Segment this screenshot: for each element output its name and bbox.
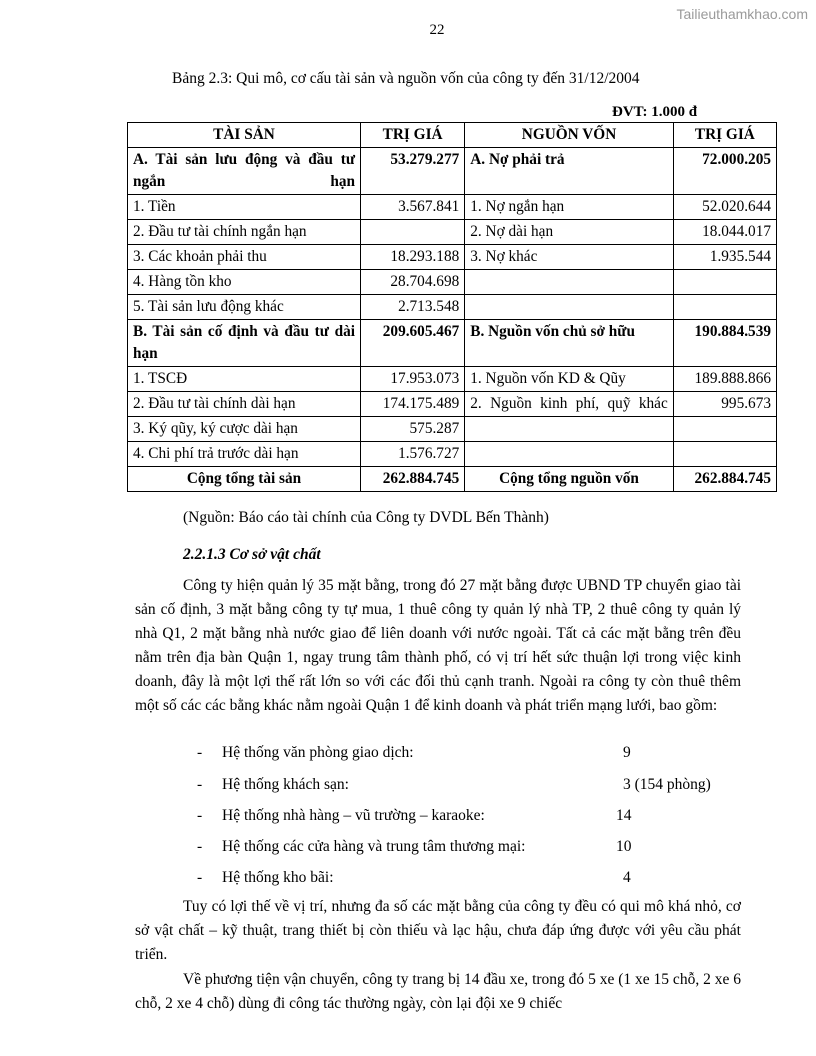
source-value-cell bbox=[673, 270, 776, 295]
source-value-cell bbox=[673, 295, 776, 320]
asset-value-cell: 28.704.698 bbox=[361, 270, 465, 295]
source-value-cell: 18.044.017 bbox=[673, 220, 776, 245]
source-cell bbox=[465, 295, 674, 320]
asset-value-cell: 1.576.727 bbox=[361, 442, 465, 467]
list-item-label: Hệ thống văn phòng giao dịch: bbox=[222, 744, 414, 761]
list-item-value: 9 bbox=[623, 744, 631, 761]
asset-value-cell: 53.279.277 bbox=[361, 148, 465, 195]
asset-value-cell bbox=[361, 220, 465, 245]
source-cell: 2. Nợ dài hạn bbox=[465, 220, 674, 245]
source-value-cell bbox=[673, 442, 776, 467]
asset-cell: 4. Hàng tồn kho bbox=[128, 270, 361, 295]
asset-cell: 2. Đầu tư tài chính dài hạn bbox=[128, 392, 361, 417]
header-source-value: TRỊ GIÁ bbox=[673, 123, 776, 148]
page-number: 22 bbox=[429, 22, 445, 38]
list-dash: - bbox=[197, 807, 203, 824]
table-row bbox=[128, 220, 777, 245]
list-item-value: 4 bbox=[623, 869, 631, 886]
list-item-value: 10 bbox=[616, 838, 632, 855]
table-row bbox=[128, 442, 777, 467]
list-dash: - bbox=[197, 744, 203, 761]
asset-cell: 3. Ký qũy, ký cược dài hạn bbox=[128, 417, 361, 442]
list-dash: - bbox=[197, 776, 203, 793]
table-row bbox=[128, 367, 777, 392]
header-sources: NGUỒN VỐN bbox=[465, 123, 674, 148]
list-item-label: Hệ thống nhà hàng – vũ trường – karaoke: bbox=[222, 807, 485, 824]
table-header-row bbox=[128, 123, 777, 148]
list-item bbox=[197, 835, 757, 859]
source-cell: 3. Nợ khác bbox=[465, 245, 674, 270]
source-value-cell: 995.673 bbox=[673, 392, 776, 417]
source-cell: 2. Nguồn kinh phí, quỹ khác bbox=[465, 392, 674, 417]
total-assets-value: 262.884.745 bbox=[361, 467, 465, 492]
source-value-cell bbox=[673, 417, 776, 442]
balance-table bbox=[127, 122, 777, 492]
source-cell bbox=[465, 270, 674, 295]
asset-cell: 3. Các khoản phải thu bbox=[128, 245, 361, 270]
list-item bbox=[197, 741, 757, 765]
table-row bbox=[128, 195, 777, 220]
source-cell: 1. Nợ ngắn hạn bbox=[465, 195, 674, 220]
unit-label: ĐVT: 1.000 đ bbox=[612, 104, 698, 120]
asset-value-cell: 2.713.548 bbox=[361, 295, 465, 320]
table-row bbox=[128, 148, 777, 195]
source-value-cell: 189.888.866 bbox=[673, 367, 776, 392]
paragraph: Tuy có lợi thế về vị trí, nhưng đa số các mặt bằng của công ty đều có qui mô khá nhỏ, cơ sở vật chất – kỹ thuật, trang thiết bị còn thiếu và lạc hậu, chưa đáp ứng được với yêu cầu phát triển. bbox=[135, 898, 741, 963]
source-value-cell: 1.935.544 bbox=[673, 245, 776, 270]
table-row bbox=[128, 245, 777, 270]
paragraph: Công ty hiện quản lý 35 mặt bằng, trong đó 27 mặt bằng được UBND TP chuyển giao tài sản cố định, 3 mặt bằng công ty tự mua, 1 thuê công ty quản lý nhà TP, 2 thuê công ty quản lý nhà Q1, 2 mặt bằng nhà nước giao để liên doanh với nước ngoài. Tất cả các mặt bằng trên đều nằm trên địa bàn Quận 1, ngay trung tâm thành phố, có vị trí hết sức thuận lợi trong việc kinh doanh, đây là một lợi thế rất lớn so với các đối thủ cạnh tranh. Ngoài ra công ty còn thuê thêm một số các các bằng khác nằm ngoài Quận 1 để kinh doanh và phát triển mạng lưới, bao gồm: bbox=[135, 577, 741, 714]
table-caption: Bảng 2.3: Qui mô, cơ cấu tài sản và nguồn vốn của công ty đến 31/12/2004 bbox=[172, 70, 640, 87]
asset-cell: 2. Đầu tư tài chính ngắn hạn bbox=[128, 220, 361, 245]
asset-cell: A. Tài sản lưu động và đầu tư ngắn hạn bbox=[128, 148, 361, 195]
source-cell: 1. Nguồn vốn KD & Qũy bbox=[465, 367, 674, 392]
asset-value-cell: 18.293.188 bbox=[361, 245, 465, 270]
total-assets-label: Cộng tổng tài sản bbox=[128, 467, 361, 492]
asset-value-cell: 17.953.073 bbox=[361, 367, 465, 392]
list-dash: - bbox=[197, 838, 203, 855]
paragraph: Về phương tiện vận chuyển, công ty trang bị 14 đầu xe, trong đó 5 xe (1 xe 15 chỗ, 2 xe 6 chỗ, 2 xe 4 chỗ) dùng đi công tác thường ngày, còn lại đội xe 9 chiếc bbox=[135, 971, 741, 1012]
list-item-label: Hệ thống khách sạn: bbox=[222, 776, 349, 793]
list-item bbox=[197, 866, 757, 890]
asset-cell: B. Tài sản cố định và đầu tư dài hạn bbox=[128, 320, 361, 367]
total-sources-label: Cộng tổng nguồn vốn bbox=[465, 467, 674, 492]
source-value-cell: 52.020.644 bbox=[673, 195, 776, 220]
source-value-cell: 190.884.539 bbox=[673, 320, 776, 367]
source-cell bbox=[465, 417, 674, 442]
source-cell: B. Nguồn vốn chủ sở hữu bbox=[465, 320, 674, 367]
asset-value-cell: 3.567.841 bbox=[361, 195, 465, 220]
list-item-value: 3 (154 phòng) bbox=[623, 776, 711, 793]
header-assets: TÀI SẢN bbox=[128, 123, 361, 148]
list-item bbox=[197, 773, 757, 797]
source-value-cell: 72.000.205 bbox=[673, 148, 776, 195]
list-item-label: Hệ thống kho bãi: bbox=[222, 869, 334, 886]
section-heading: 2.2.1.3 Cơ sở vật chất bbox=[183, 546, 321, 563]
asset-value-cell: 209.605.467 bbox=[361, 320, 465, 367]
header-asset-value: TRỊ GIÁ bbox=[361, 123, 465, 148]
watermark-text: Tailieuthamkhao.com bbox=[676, 6, 808, 22]
asset-cell: 1. Tiền bbox=[128, 195, 361, 220]
list-item-value: 14 bbox=[616, 807, 632, 824]
source-note: (Nguồn: Báo cáo tài chính của Công ty DVDL Bến Thành) bbox=[183, 509, 549, 526]
asset-cell: 5. Tài sản lưu động khác bbox=[128, 295, 361, 320]
table-row bbox=[128, 270, 777, 295]
asset-cell: 4. Chi phí trả trước dài hạn bbox=[128, 442, 361, 467]
source-cell bbox=[465, 442, 674, 467]
asset-value-cell: 174.175.489 bbox=[361, 392, 465, 417]
asset-cell: 1. TSCĐ bbox=[128, 367, 361, 392]
list-item-label: Hệ thống các cửa hàng và trung tâm thương mại: bbox=[222, 838, 526, 855]
list-item bbox=[197, 804, 757, 828]
asset-value-cell: 575.287 bbox=[361, 417, 465, 442]
table-row bbox=[128, 392, 777, 417]
total-sources-value: 262.884.745 bbox=[673, 467, 776, 492]
source-cell: A. Nợ phải trả bbox=[465, 148, 674, 195]
list-dash: - bbox=[197, 869, 203, 886]
table-total-row bbox=[128, 467, 777, 492]
table-row bbox=[128, 320, 777, 367]
table-row bbox=[128, 417, 777, 442]
table-row bbox=[128, 295, 777, 320]
